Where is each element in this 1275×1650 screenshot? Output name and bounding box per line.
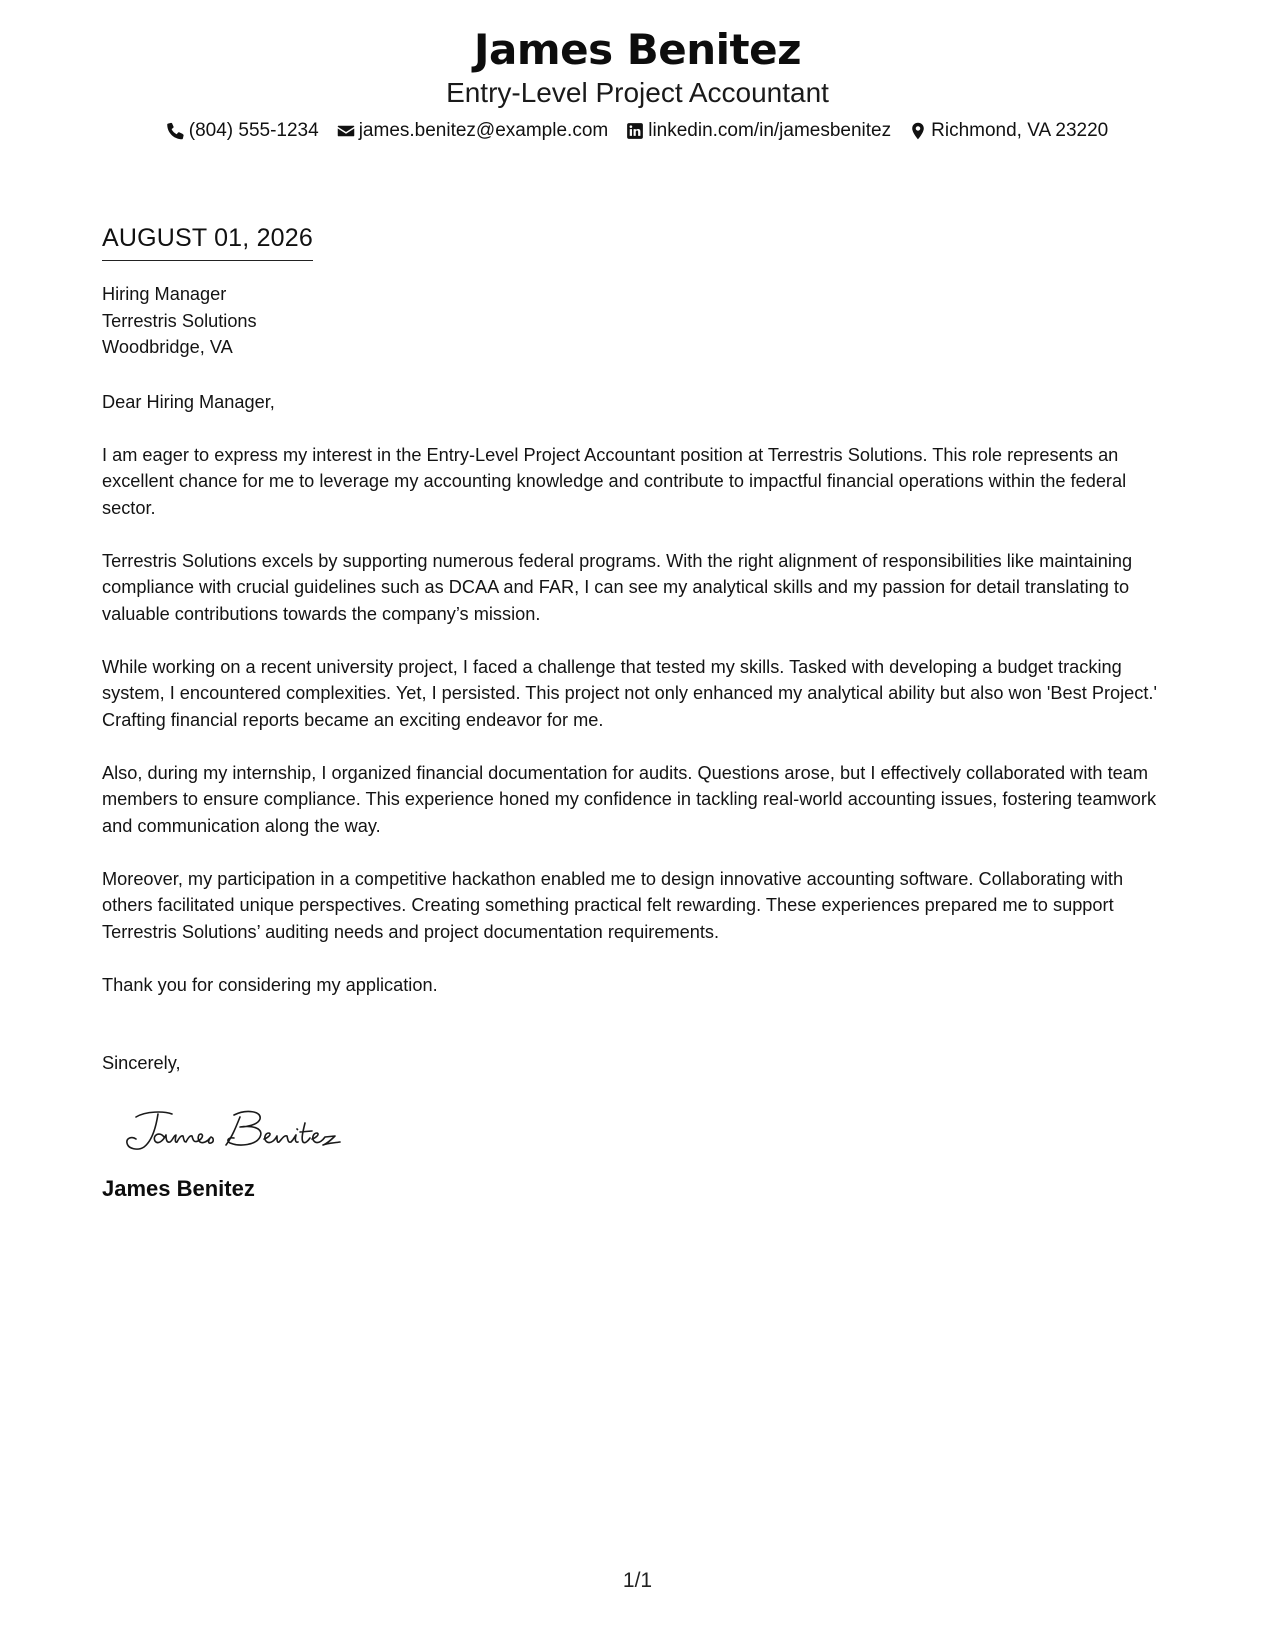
phone-icon	[167, 122, 185, 140]
closing-thanks: Thank you for considering my application.	[102, 974, 438, 995]
applicant-name: James Benitez	[473, 25, 802, 74]
phone-text: (804) 555-1234	[188, 120, 319, 141]
signed-name: James Benitez	[102, 1175, 255, 1201]
email-link[interactable]: james.benitez@example.com	[358, 120, 609, 141]
paragraph-internship: Also, during my internship, I organized financial documentation for audits. Questions arose, but I effectively collaborated with team members to ensure compliance. This experience honed my confidence in tackling real-world accounting issues, fostering teamwork and communication along the way.	[102, 762, 1157, 836]
paragraph-company: Terrestris Solutions excels by supporting numerous federal programs. With the right alignment of responsibilities like maintaining compliance with crucial guidelines such as DCAA and FAR, I can see my analytical skills and my passion for detail translating to valuable contributions towards the company’s mission.	[102, 550, 1133, 624]
recipient-company: Terrestris Solutions	[102, 310, 257, 331]
paragraph-project: While working on a recent university project, I faced a challenge that tested my skills. Tasked with developing a budget tracking system, I encountered complexities. Yet, I persisted. This project not only enhanced my analytical ability but also won 'Best Project.' Crafting financial reports became an exciting endeavor for me.	[102, 656, 1157, 730]
linkedin-icon	[626, 122, 644, 140]
letter-date: AUGUST 01, 2026	[102, 222, 313, 261]
recipient-block	[102, 281, 1177, 361]
linkedin-link[interactable]: linkedin.com/in/jamesbenitez	[648, 120, 892, 141]
location-text: Richmond, VA 23220	[931, 120, 1109, 141]
signoff: Sincerely,	[102, 1053, 181, 1073]
applicant-title: Entry-Level Project Accountant	[446, 77, 829, 108]
letter-body	[102, 222, 1177, 1203]
contact-phone	[167, 118, 319, 144]
contact-linkedin[interactable]	[626, 118, 891, 144]
recipient-location: Woodbridge, VA	[102, 337, 233, 357]
contact-email[interactable]	[337, 118, 609, 144]
salutation: Dear Hiring Manager,	[102, 391, 275, 412]
contact-info	[0, 118, 1275, 144]
paragraph-intro: I am eager to express my interest in the Entry-Level Project Accountant position at Terrestris Solutions. This role represents an excellent chance for me to leverage my accounting knowledge and contribute to impactful financial operations within the federal sector.	[102, 444, 1127, 518]
page-number: 1/1	[622, 1569, 653, 1592]
map-pin-icon	[909, 122, 927, 140]
recipient-role: Hiring Manager	[102, 284, 227, 304]
handwritten-signature	[122, 1105, 352, 1157]
paragraph-hackathon: Moreover, my participation in a competitive hackathon enabled me to design innovative accounting software. Collaborating with others facilitated unique perspectives. Creating something practical felt rewarding. These experiences prepared me to support Terrestris Solutions’ auditing needs and project documentation requirements.	[102, 868, 1124, 942]
contact-location	[909, 118, 1108, 144]
letter-header	[0, 24, 1275, 144]
envelope-icon	[337, 122, 355, 140]
